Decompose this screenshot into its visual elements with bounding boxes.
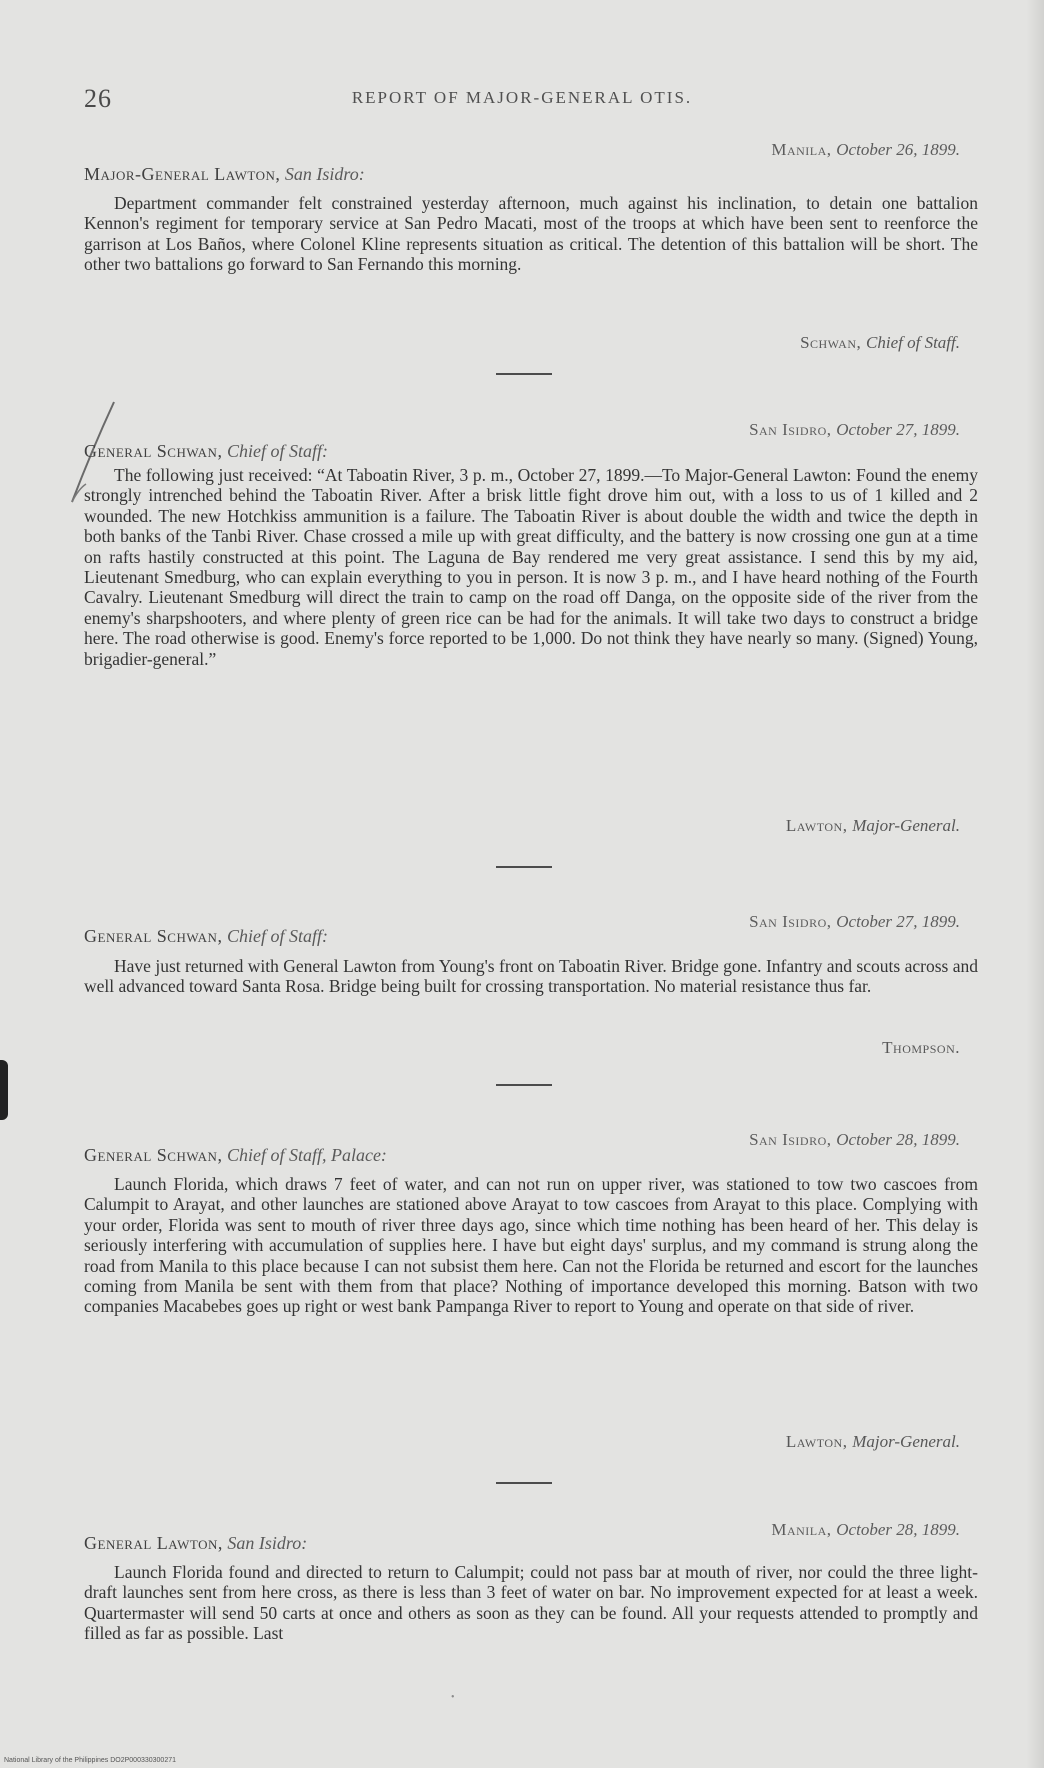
dateline-place: Manila, xyxy=(771,140,832,159)
dispatch-body: The following just received: “At Taboatin River, 3 p. m., October 27, 1899.—To Major-General Lawton: Found the enemy strongly intrenched behind the Taboatin River. After a brisk little fight drove him out, with a loss to us of 1 killed and 2 wounded. The new Hotchkiss ammunition is a failure. The Taboatin River is about double the width and twice the depth in both banks of the Tanbi River. Chase crossed a mile up with great difficulty, and the battery is now crossing one gun at a time on rafts hastily constructed at this point. The Laguna de Bay rendered me very great assistance. I send this by my aid, Lieutenant Smedburg, who can explain everything to you in person. It is now 3 p. m., and I have heard nothing of the Fourth Cavalry. Lieutenant Smedburg will direct the train to camp on the road off Danga, on the opposite side of the river from the enemy's sharpshooters, and where plenty of green rice can be had for the animals. It will take two days to construct a bridge here. The road otherwise is good. Enemy's force reported to be 1,000. Do not think they have nearly so many. (Signed) Young, brigadier-general.” xyxy=(84,465,978,669)
ink-speck: • xyxy=(451,1692,455,1703)
dateline-date: October 27, 1899. xyxy=(836,420,960,439)
page-number: 26 xyxy=(84,84,112,113)
section-divider xyxy=(496,1482,552,1484)
dispatch-dateline xyxy=(749,912,960,932)
dispatch-body: Launch Florida found and directed to return to Calumpit; could not pass bar at mouth of river, nor could the three light-draft launches sent from here cross, as there is less than 3 feet of water on bar. No improvement expected for at least a week. Quartermaster will send 50 carts at once and others as soon as they can be found. All your requests attended to promptly and filled as far as possible. Last xyxy=(84,1562,978,1644)
dispatch-address xyxy=(84,164,365,185)
dispatch-address xyxy=(84,1145,387,1166)
dispatch-dateline xyxy=(749,420,960,440)
dispatch-body: Department commander felt constrained yesterday afternoon, much against his inclination, to detain one battalion Kennon's regiment for temporary service at San Pedro Macati, most of the troops at which have been sent to reenforce the garrison at Los Baños, where Colonel Kline represents situation as critical. The detention of this battalion will be short. The other two battalions go forward to San Fernando this morning. xyxy=(84,193,978,275)
signature-name: Schwan, xyxy=(800,333,862,352)
dateline-place: San Isidro, xyxy=(749,912,832,931)
address-name: General Schwan, xyxy=(84,926,223,946)
dateline-date: October 26, 1899. xyxy=(836,140,960,159)
address-rest: Chief of Staff: xyxy=(226,926,328,946)
page-footer xyxy=(0,1754,1044,1768)
dispatch-signature xyxy=(800,333,960,353)
dispatch-address xyxy=(84,441,328,462)
dateline-place: Manila, xyxy=(771,1520,832,1539)
address-name: General Schwan, xyxy=(84,1145,223,1165)
dateline-date: October 27, 1899. xyxy=(836,912,960,931)
section-divider xyxy=(496,373,552,375)
address-name: General Lawton, xyxy=(84,1533,223,1553)
address-rest: Chief of Staff, Palace: xyxy=(226,1145,387,1165)
dateline-place: San Isidro, xyxy=(749,420,832,439)
dispatch-body: Launch Florida, which draws 7 feet of water, and can not run on upper river, was stationed to tow two cascoes from Calumpit to Arayat, and other launches are stationed above Arayat to tow cascoes from Arayat to this place. Complying with your order, Florida was sent to mouth of river three days ago, since which time nothing has been heard of her. This delay is seriously interfering with accumulation of supplies here. I have but eight days' surplus, and my command is strung along the road from Manila to this place because I can not subsist them here. Can not the Florida be returned and escort for the launches coming from Manila be sent with them from that place? Nothing of importance developed this morning. Batson with two companies Macabebes goes up right or west bank Pampanga River to report to Young and operate on that side of river. xyxy=(84,1174,978,1317)
dispatch-signature xyxy=(882,1038,960,1058)
address-rest: San Isidro: xyxy=(227,1533,308,1553)
dispatch-address xyxy=(84,1533,307,1554)
signature-title: Major-General. xyxy=(852,816,960,835)
address-rest: San Isidro: xyxy=(284,164,365,184)
binding-shadow xyxy=(0,1060,8,1120)
dateline-date: October 28, 1899. xyxy=(836,1130,960,1149)
signature-name: Lawton, xyxy=(785,1432,848,1451)
dispatch-body: Have just returned with General Lawton from Young's front on Taboatin River. Bridge gone. Infantry and scouts across and well advanced toward Santa Rosa. Bridge being built for crossing transportation. No material resistance thus far. xyxy=(84,956,978,997)
dateline-place: San Isidro, xyxy=(749,1130,832,1149)
dispatch-signature xyxy=(786,1432,960,1452)
page-header xyxy=(84,84,960,113)
dispatch-dateline xyxy=(749,1130,960,1150)
signature-name: Lawton, xyxy=(785,816,848,835)
address-rest: Chief of Staff: xyxy=(226,441,328,461)
signature-title: Major-General. xyxy=(852,1432,960,1451)
signature-name: Thompson. xyxy=(882,1038,960,1057)
address-name: Major-General Lawton, xyxy=(84,164,281,184)
footer-credit: National Library of the Philippines DO2P000330300271 xyxy=(4,1757,177,1764)
dispatch-address xyxy=(84,926,328,947)
running-head: REPORT OF MAJOR-GENERAL OTIS. xyxy=(351,88,693,107)
dispatch-dateline xyxy=(771,1520,960,1540)
dispatch-dateline xyxy=(771,140,960,160)
signature-title: Chief of Staff. xyxy=(866,333,960,352)
section-divider xyxy=(496,866,552,868)
dispatch-signature xyxy=(786,816,960,836)
section-divider xyxy=(496,1084,552,1086)
dateline-date: October 28, 1899. xyxy=(836,1520,960,1539)
address-name: General Schwan, xyxy=(84,441,223,461)
